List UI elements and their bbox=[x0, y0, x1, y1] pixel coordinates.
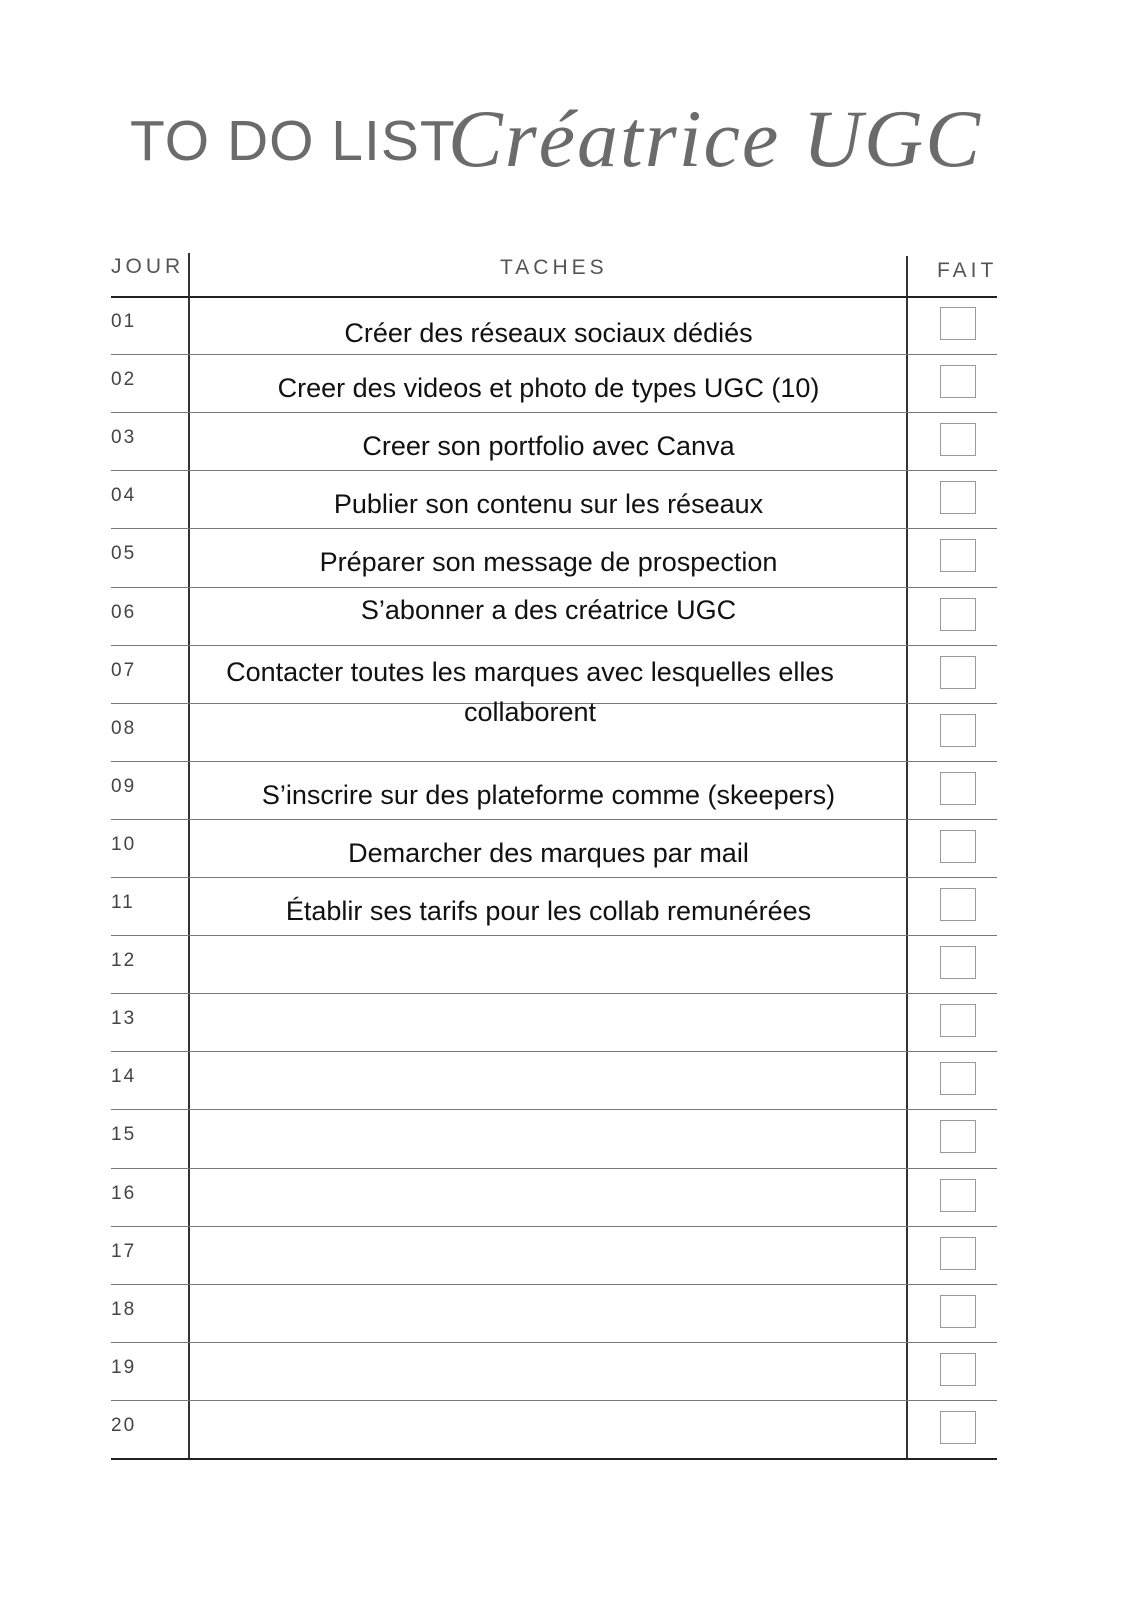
row-rule bbox=[111, 1168, 997, 1169]
day-number: 01 bbox=[111, 311, 137, 332]
day-number: 16 bbox=[111, 1183, 137, 1204]
task-text: Demarcher des marques par mail bbox=[348, 838, 749, 868]
row-rule bbox=[111, 761, 997, 762]
done-checkbox[interactable] bbox=[940, 946, 976, 979]
row-rule bbox=[111, 1109, 997, 1110]
day-number: 17 bbox=[111, 1241, 137, 1262]
done-checkbox[interactable] bbox=[940, 1237, 976, 1270]
done-checkbox[interactable] bbox=[940, 656, 976, 689]
row-rule bbox=[111, 935, 997, 936]
done-checkbox[interactable] bbox=[940, 365, 976, 398]
done-checkbox[interactable] bbox=[940, 1062, 976, 1095]
task-text: Creer son portfolio avec Canva bbox=[362, 431, 735, 461]
done-checkbox[interactable] bbox=[940, 714, 976, 747]
done-checkbox[interactable] bbox=[940, 539, 976, 572]
task-text: S’abonner a des créatrice UGC bbox=[360, 595, 737, 625]
day-number: 13 bbox=[111, 1008, 137, 1029]
row-rule bbox=[111, 1051, 997, 1052]
done-checkbox[interactable] bbox=[940, 830, 976, 863]
done-checkbox[interactable] bbox=[940, 1120, 976, 1153]
row-rule bbox=[111, 645, 997, 646]
row-rule bbox=[111, 1284, 997, 1285]
task-text: Publier son contenu sur les réseaux bbox=[333, 489, 764, 519]
day-number: 03 bbox=[111, 427, 137, 448]
header-done: FAIT bbox=[937, 259, 998, 282]
day-number: 06 bbox=[111, 602, 137, 623]
page-title: TO DO LIST bbox=[130, 109, 456, 173]
done-checkbox[interactable] bbox=[940, 598, 976, 631]
row-rule bbox=[111, 354, 997, 355]
row-rule bbox=[111, 470, 997, 471]
row-rule bbox=[111, 877, 997, 878]
day-number: 09 bbox=[111, 776, 137, 797]
row-rule bbox=[111, 528, 997, 529]
header-rule bbox=[111, 296, 997, 298]
task-text: Creer des videos et photo de types UGC (10) bbox=[277, 373, 820, 403]
day-number: 10 bbox=[111, 834, 137, 855]
day-number: 20 bbox=[111, 1415, 137, 1436]
task-text: Créer des réseaux sociaux dédiés bbox=[344, 318, 753, 348]
done-checkbox[interactable] bbox=[940, 1411, 976, 1444]
task-text: Contacter toutes les marques avec lesquelles elles collaborent bbox=[226, 657, 834, 727]
done-checkbox[interactable] bbox=[940, 1179, 976, 1212]
row-rule bbox=[111, 1226, 997, 1227]
header-tasks: TACHES bbox=[500, 256, 608, 279]
day-number: 04 bbox=[111, 485, 137, 506]
day-number: 15 bbox=[111, 1124, 137, 1145]
done-checkbox[interactable] bbox=[940, 888, 976, 921]
day-number: 05 bbox=[111, 543, 137, 564]
row-rule bbox=[111, 412, 997, 413]
day-number: 12 bbox=[111, 950, 137, 971]
day-number: 07 bbox=[111, 660, 137, 681]
row-rule bbox=[111, 819, 997, 820]
header-day: JOUR bbox=[111, 255, 185, 278]
day-number: 14 bbox=[111, 1066, 137, 1087]
row-rule bbox=[111, 1400, 997, 1401]
page-title-script: Créatrice UGC bbox=[448, 93, 982, 184]
day-number: 08 bbox=[111, 718, 137, 739]
done-checkbox[interactable] bbox=[940, 307, 976, 340]
done-checkbox[interactable] bbox=[940, 481, 976, 514]
row-rule bbox=[111, 993, 997, 994]
task-text: S’inscrire sur des plateforme comme (skeepers) bbox=[261, 780, 836, 810]
done-checkbox[interactable] bbox=[940, 1353, 976, 1386]
done-checkbox[interactable] bbox=[940, 1004, 976, 1037]
row-rule bbox=[111, 1342, 997, 1343]
day-number: 11 bbox=[111, 892, 135, 913]
task-text: Préparer son message de prospection bbox=[319, 547, 778, 577]
day-number: 19 bbox=[111, 1357, 137, 1378]
task-text: Établir ses tarifs pour les collab remunérées bbox=[285, 896, 812, 926]
row-rule bbox=[111, 1458, 997, 1460]
day-number: 02 bbox=[111, 369, 137, 390]
done-checkbox[interactable] bbox=[940, 1295, 976, 1328]
day-number: 18 bbox=[111, 1299, 137, 1320]
row-rule bbox=[111, 587, 997, 588]
done-checkbox[interactable] bbox=[940, 772, 976, 805]
done-checkbox[interactable] bbox=[940, 423, 976, 456]
